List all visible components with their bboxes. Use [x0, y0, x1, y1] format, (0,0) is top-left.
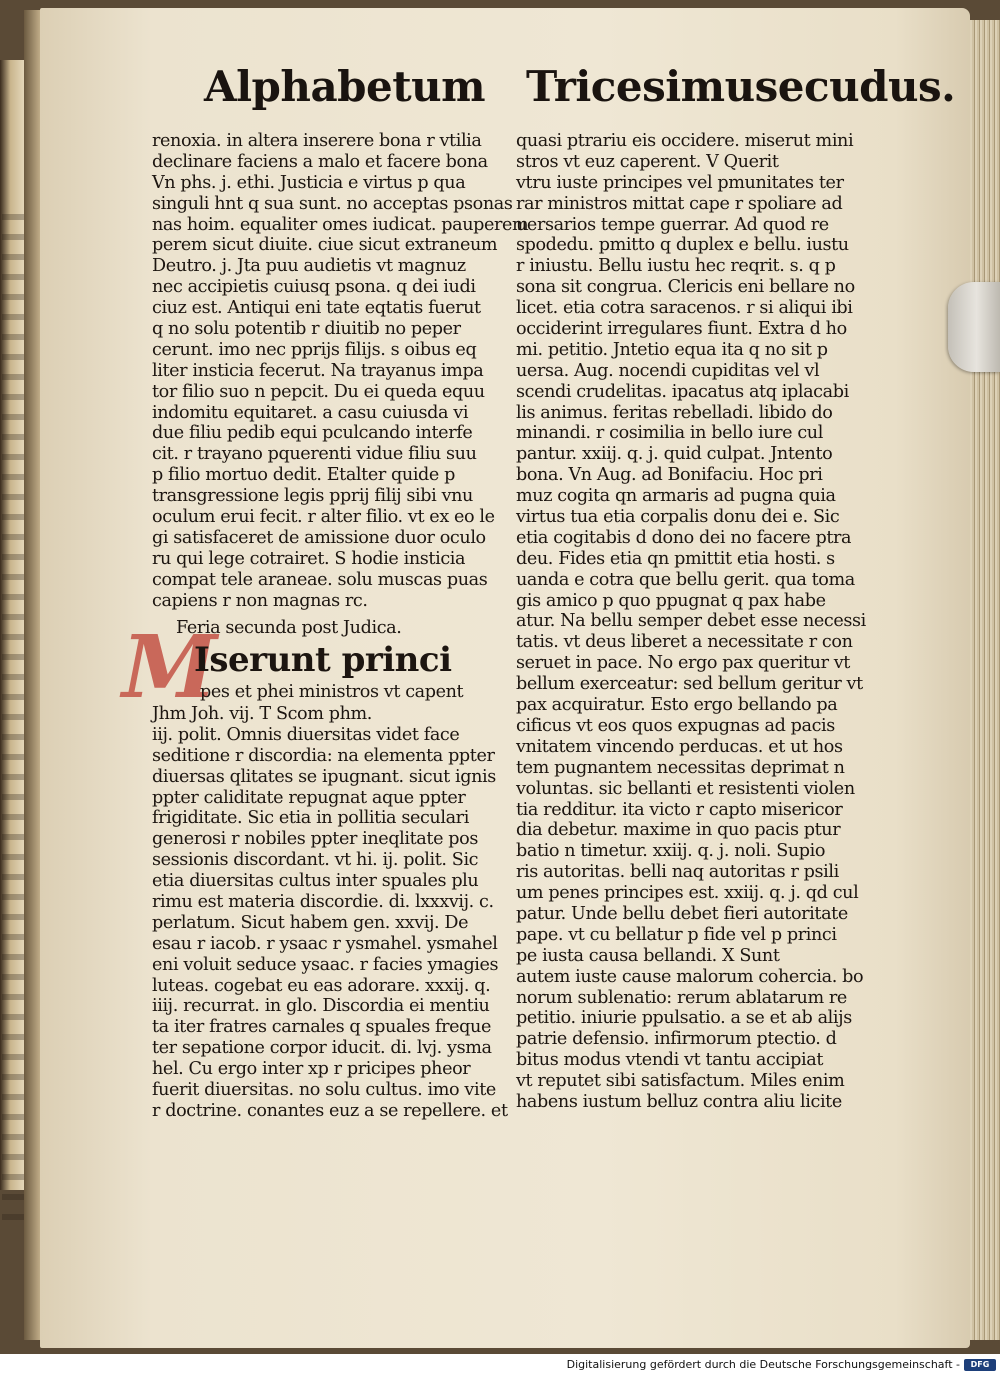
- text-line: renoxia. in altera inserere bona r vtilia: [152, 131, 482, 151]
- text-line: esau r iacob. r ysaac r ysmahel. ysmahel: [152, 933, 498, 954]
- text-line: q no solu potentib r diuitib no peper: [152, 319, 461, 340]
- text-line: perlatum. Sicut habem gen. xxvij. De: [152, 912, 469, 933]
- text-line: etia cogitabis d dono dei no facere ptra: [516, 527, 852, 548]
- text-line: licet. etia cotra saracenos. r si aliqui ibi: [516, 298, 853, 319]
- digitization-footer: [0, 1354, 1000, 1376]
- text-line: declinare faciens a malo et facere bona: [152, 151, 488, 172]
- text-line: cerunt. imo nec pprijs filijs. s oibus eq: [152, 339, 477, 360]
- text-line: hel. Cu ergo inter xp r pricipes pheor: [152, 1059, 471, 1080]
- text-line: pe iusta causa bellandi. X Sunt: [516, 945, 780, 966]
- text-line: pantur. xxiij. q. j. quid culpat. Jntento: [516, 444, 833, 465]
- text-line: iij. polit. Omnis diuersitas videt face: [152, 724, 460, 745]
- text-line: stros vt euz caperent. V Querit: [516, 151, 779, 172]
- text-line: compat tele araneae. solu muscas puas: [152, 569, 488, 590]
- text-line: nas hoim. equaliter omes iudicat. pauperem: [152, 214, 529, 235]
- text-line: etia diuersitas cultus inter spuales plu: [152, 871, 479, 892]
- text-line: rar ministros mittat cape r spoliare ad: [516, 193, 843, 214]
- text-line: lis animus. feritas rebelladi. libido do: [516, 402, 833, 423]
- text-line: nec accipietis cuiusq psona. q dei iudi: [152, 277, 476, 298]
- dfg-logo: DFG: [964, 1359, 996, 1371]
- text-line: scendi crudelitas. ipacatus atq iplacabi: [516, 381, 849, 402]
- text-line: singuli hnt q sua sunt. no acceptas psonas: [152, 193, 513, 214]
- text-line: patur. Unde bellu debet fieri autoritate: [516, 903, 848, 924]
- text-line: occiderint irregulares fiunt. Extra d ho: [516, 319, 847, 340]
- previous-page-edge: [0, 60, 26, 1190]
- text-line: rimu est materia discordie. di. lxxxvij. c.: [152, 892, 494, 913]
- text-line: patrie defensio. infirmorum ptectio. d: [516, 1029, 837, 1050]
- text-line: deu. Fides etia qn pmittit etia hosti. s: [516, 548, 835, 569]
- page-clip: [948, 282, 1000, 372]
- left-column-top: [152, 131, 529, 611]
- text-line: pape. vt cu bellatur p fide vel p princi: [516, 924, 837, 945]
- text-line: habens iustum belluz contra aliu licite: [516, 1091, 842, 1112]
- text-line: diuersas qlitates se ipugnant. sicut ignis: [152, 766, 496, 787]
- text-line: tem pugnantem necessitas deprimat n: [516, 757, 845, 778]
- text-line: bitus modus vtendi vt tantu accipiat: [516, 1050, 823, 1071]
- incipit-line: Iserunt princi: [194, 640, 452, 680]
- text-line: capiens r non magnas rc.: [152, 590, 368, 611]
- text-line: muz cogita qn armaris ad pugna quia: [516, 486, 836, 507]
- text-line: generosi r nobiles ppter ineqlitate pos: [152, 829, 478, 850]
- text-line: um penes principes est. xxiij. q. j. qd cul: [516, 883, 859, 904]
- text-line: due filiu pedib equi pculcando interfe: [152, 423, 473, 444]
- text-line: atur. Na bellu semper debet esse necessi: [516, 611, 866, 632]
- text-line: vtru iuste principes vel pmunitates ter: [516, 172, 844, 193]
- left-column-bottom: [152, 704, 508, 1122]
- footer-credit: Digitalisierung gefördert durch die Deutsche Forschungsgemeinschaft -: [566, 1358, 960, 1371]
- text-line: tor filio suo n pepcit. Du ei queda equu: [152, 381, 485, 402]
- text-line: petitio. iniurie ppulsatio. a se et ab alijs: [516, 1008, 852, 1029]
- text-line: seditione r discordia: na elementa ppter: [152, 745, 495, 766]
- text-line: Vn phs. j. ethi. Justicia e virtus p qua: [152, 172, 466, 193]
- running-head-right: Tricesimusecudus.: [526, 62, 956, 111]
- text-line: bellum exerceatur: sed bellum geritur vt: [516, 674, 863, 695]
- text-line: oculum erui fecit. r alter filio. vt ex eo le: [152, 507, 495, 528]
- text-line: batio n timetur. xxiij. q. j. noli. Supio: [516, 841, 826, 862]
- text-line: bona. Vn Aug. ad Bonifaciu. Hoc pri: [516, 465, 823, 486]
- text-line: transgressione legis pprij filij sibi vnu: [152, 486, 473, 507]
- text-line: ter sepatione corpor iducit. di. lvj. ysma: [152, 1038, 492, 1059]
- text-line: frigiditate. Sic etia in pollitia seculari: [152, 808, 469, 829]
- rubric-line: Feria secunda post Judica.: [176, 618, 402, 638]
- text-line: autem iuste cause malorum cohercia. bo: [516, 966, 864, 987]
- text-line: spodedu. pmitto q duplex e bellu. iustu: [516, 235, 849, 256]
- text-line: ta iter fratres carnales q spuales freque: [152, 1017, 491, 1038]
- incipit-line-2: pes et phei ministros vt capent: [200, 682, 464, 702]
- text-line: indomitu equitaret. a casu cuiusda vi: [152, 402, 469, 423]
- text-line: eni voluit seduce ysaac. r facies ymagies: [152, 954, 499, 975]
- text-line: dia debetur. maxime in quo pacis ptur: [516, 820, 841, 841]
- running-head-left: Alphabetum: [204, 62, 486, 111]
- text-line: perem sicut diuite. ciue sicut extraneum: [152, 235, 498, 256]
- text-line: ppter caliditate repugnat aque ppter: [152, 787, 466, 808]
- text-line: vnitatem vincendo perducas. et ut hos: [516, 736, 843, 757]
- text-line: virtus tua etia corpalis donu dei e. Sic: [516, 507, 840, 528]
- text-line: cificus vt eos quos expugnas ad pacis: [516, 715, 835, 736]
- text-line: uersa. Aug. nocendi cupiditas vel vl: [516, 360, 820, 381]
- text-line: ciuz est. Antiqui eni tate eqtatis fuerut: [152, 298, 481, 319]
- text-line: tia redditur. ita victo r capto misericor: [516, 799, 843, 820]
- text-line: ru qui lege cotrairet. S hodie insticia: [152, 548, 466, 569]
- text-line: gis amico p quo ppugnat q pax habe: [516, 590, 826, 611]
- text-line: Jhm Joh. vij. T Scom phm.: [152, 704, 372, 724]
- text-line: uanda e cotra que bellu gerit. qua toma: [516, 569, 855, 590]
- previous-page-text-fragment: [2, 200, 24, 1220]
- red-initial: M: [122, 617, 218, 718]
- text-line: tatis. vt deus liberet a necessitate r con: [516, 632, 853, 653]
- text-line: luteas. cogebat eu eas adorare. xxxij. q.: [152, 975, 491, 996]
- text-line: uersarios tempe guerrar. Ad quod re: [516, 214, 829, 235]
- text-line: sona sit congrua. Clericis eni bellare no: [516, 277, 855, 298]
- text-line: Deutro. j. Jta puu audietis vt magnuz: [152, 256, 466, 277]
- text-line: liter insticia fecerut. Na trayanus impa: [152, 360, 484, 381]
- right-column: [516, 131, 866, 1113]
- text-line: vt reputet sibi satisfactum. Miles enim: [516, 1071, 845, 1092]
- text-line: cit. r trayano pquerenti vidue filiu suu: [152, 444, 477, 465]
- text-line: seruet in pace. No ergo pax queritur vt: [516, 653, 850, 674]
- text-line: ris autoritas. belli naq autoritas r psili: [516, 862, 839, 883]
- text-line: quasi ptrariu eis occidere. miserut mini: [516, 131, 854, 151]
- text-line: r iniustu. Bellu iustu hec reqrit. s. q p: [516, 256, 836, 277]
- text-line: norum sublenatio: rerum ablatarum re: [516, 987, 847, 1008]
- text-line: iiij. recurrat. in glo. Discordia ei mentiu: [152, 996, 490, 1017]
- text-line: mi. petitio. Jntetio equa ita q no sit p: [516, 339, 828, 360]
- text-line: minandi. r cosimilia in bello iure cul: [516, 423, 823, 444]
- text-line: voluntas. sic bellanti et resistenti violen: [516, 778, 855, 799]
- text-line: r doctrine. conantes euz a se repellere. et: [152, 1100, 508, 1121]
- text-line: p filio mortuo dedit. Etalter quide p: [152, 465, 455, 486]
- text-line: pax acquiratur. Esto ergo bellando pa: [516, 695, 838, 716]
- text-line: gi satisfaceret de amissione duor oculo: [152, 527, 486, 548]
- text-line: fuerit diuersitas. no solu cultus. imo vite: [152, 1080, 496, 1101]
- text-line: sessionis discordant. vt hi. ij. polit. Sic: [152, 850, 479, 871]
